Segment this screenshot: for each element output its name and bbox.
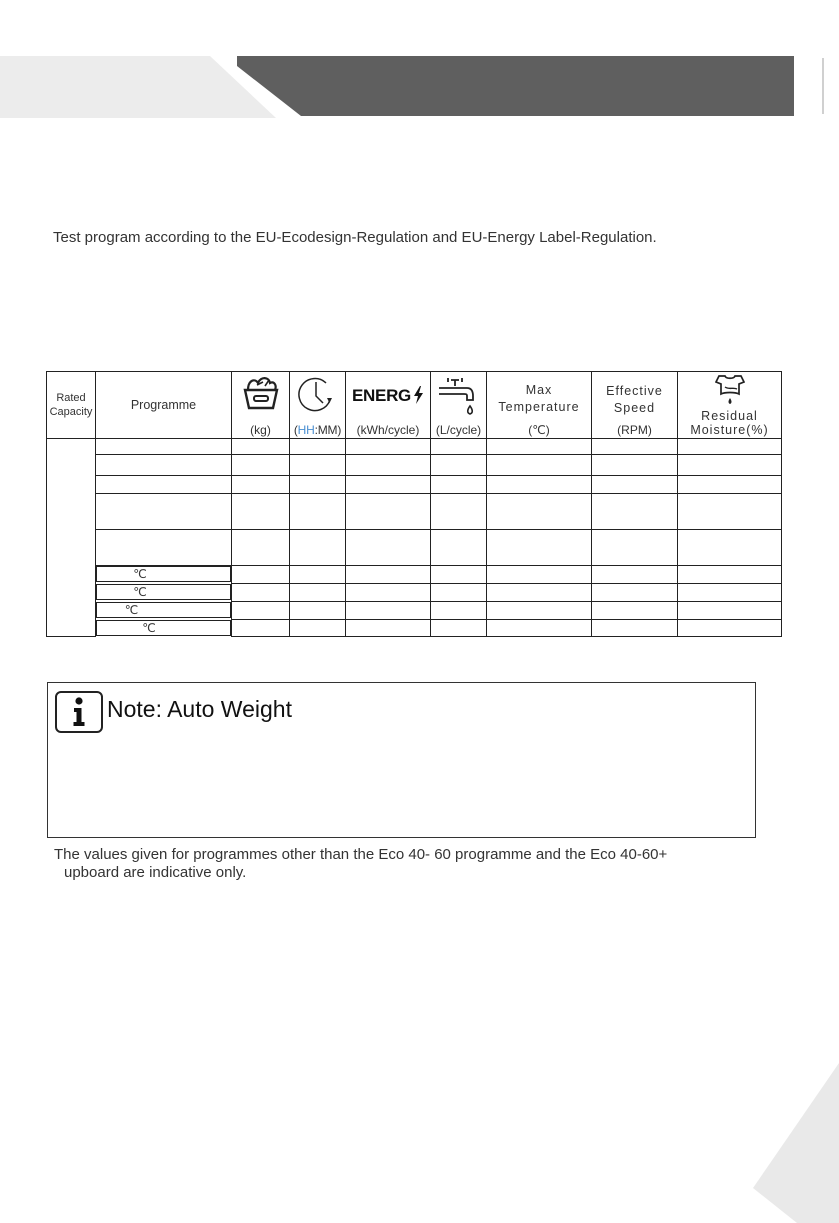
table-row [47, 566, 782, 584]
header-divider [822, 58, 824, 114]
duration-unit: (HH:MM) [293, 423, 342, 437]
page-corner-shape [753, 1063, 839, 1223]
lightning-bolt-icon [413, 386, 424, 404]
energy-label: ENERG [352, 386, 411, 405]
water-unit: (L/cycle) [435, 423, 482, 437]
water-tap-icon [437, 374, 481, 418]
header-light-tab [0, 56, 276, 118]
intro-text: Test program according to the EU-Ecodesign-Regulation and EU-Energy Label-Regulation. [53, 229, 657, 246]
programme-cell: ℃ [96, 566, 231, 582]
weight-unit: (kg) [250, 423, 271, 437]
note-title: Note: Auto Weight [107, 696, 292, 722]
table-row [47, 476, 782, 494]
header-max-temperature [487, 372, 592, 439]
duration-unit-hh: HH [297, 423, 315, 437]
table-row [47, 494, 782, 530]
programme-cell: ℃ [96, 602, 231, 618]
rated-capacity-cell [47, 439, 96, 637]
header-residual-moisture [678, 372, 782, 439]
header-rated-capacity [47, 372, 96, 439]
duration-unit-rest: :MM) [314, 423, 342, 437]
header-effective-speed [592, 372, 678, 439]
programme-cell: ℃ [96, 584, 231, 600]
table-row [47, 584, 782, 602]
header-dark-banner [237, 56, 794, 116]
footnote [54, 846, 667, 882]
footnote-line-1: The values given for programmes other than the Eco 40- 60 programme and the Eco 40-60+ [54, 846, 668, 863]
programme-cell: ℃ [96, 620, 231, 636]
table-row [47, 602, 782, 620]
effective-speed-label: Effective Speed [606, 384, 663, 415]
table-row [47, 439, 782, 455]
residual-moisture-label: Residual Moisture(%) [690, 409, 769, 437]
speed-unit: (RPM) [617, 423, 652, 437]
wet-shirt-icon [715, 374, 745, 408]
laundry-basket-icon [239, 374, 283, 410]
header-water [431, 372, 487, 439]
table-row [47, 455, 782, 476]
info-icon [55, 691, 103, 733]
header-energy [346, 372, 431, 439]
rated-capacity-label: Rated Capacity [49, 392, 93, 418]
footnote-line-2: upboard are indicative only. [64, 864, 247, 881]
temperature-unit: (℃) [528, 423, 550, 437]
header-programme [96, 372, 232, 439]
header-weight [232, 372, 290, 439]
header-duration [290, 372, 346, 439]
programme-table [46, 371, 781, 637]
clock-icon [296, 374, 340, 416]
programme-label: Programme [130, 398, 197, 412]
table-row [47, 530, 782, 566]
max-temperature-label: Max Temperature [498, 383, 580, 414]
note-box [47, 682, 756, 838]
energy-unit: (kWh/cycle) [356, 423, 420, 437]
table-row [47, 620, 782, 637]
